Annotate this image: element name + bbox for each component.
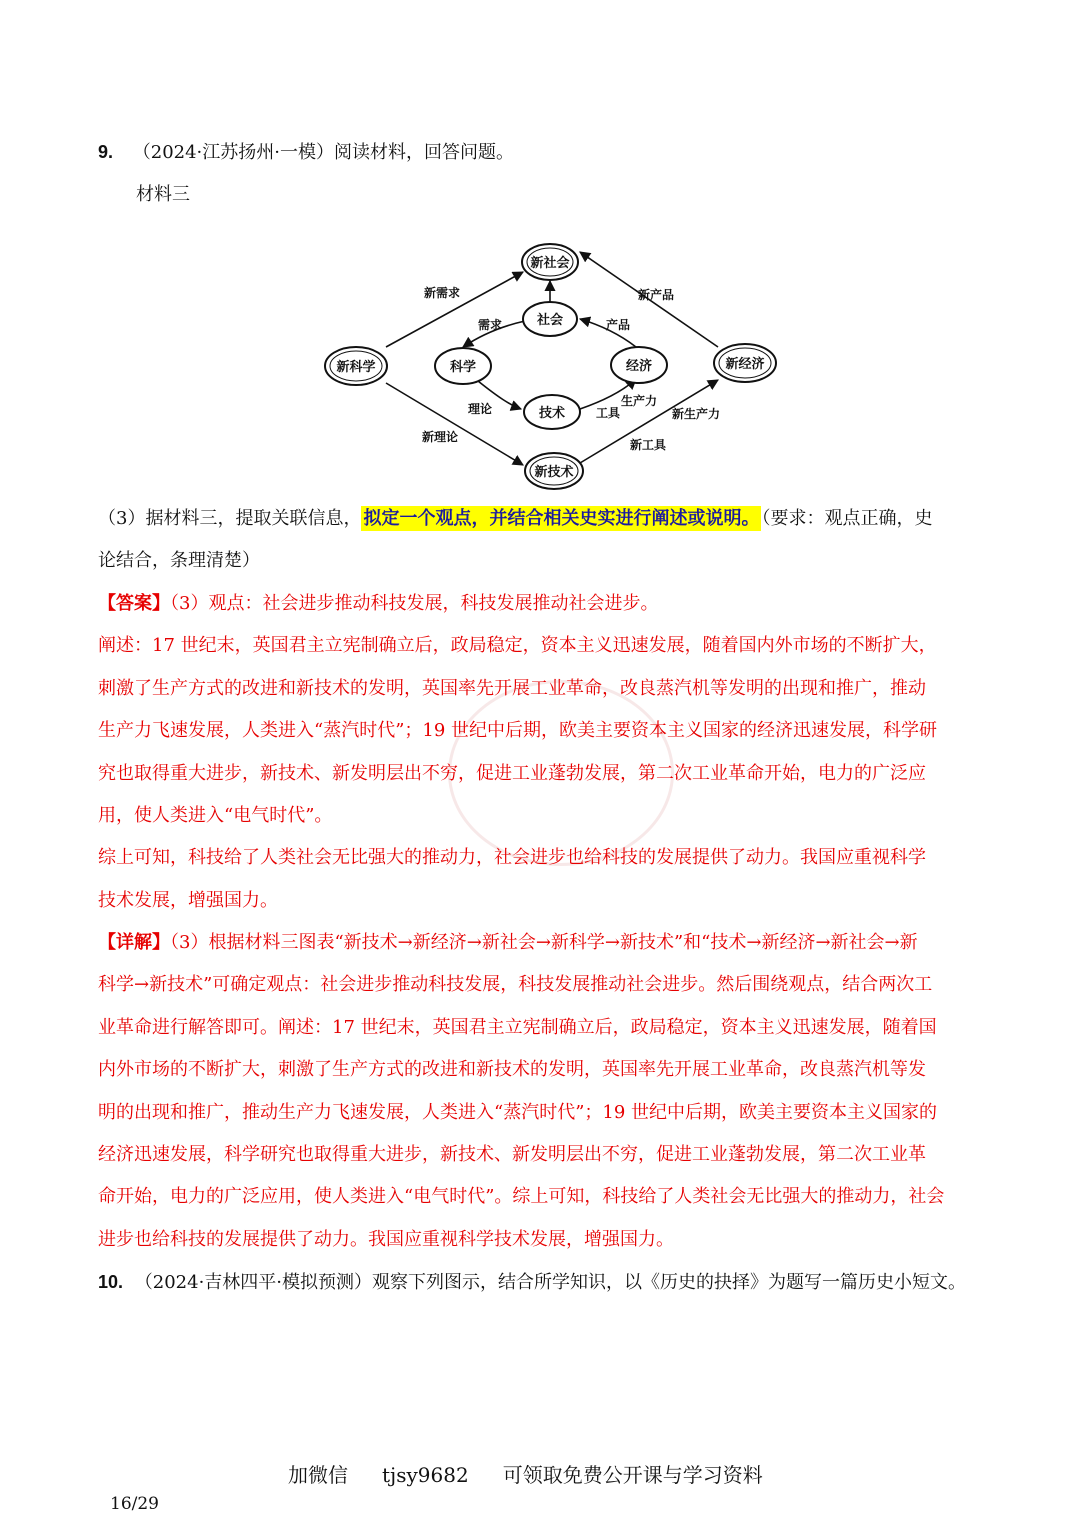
svg-text:经济: 经济: [625, 359, 653, 374]
subquestion-3-line1: [98, 507, 932, 531]
page-number: 16/29: [110, 1494, 159, 1514]
material-label: 材料三: [136, 184, 190, 205]
answer-line-7: 综上可知，科技给了人类社会无比强大的推动力，社会进步也给科技的发展提供了动力。我国应重视科学: [98, 847, 926, 868]
label-productivity: 生产力: [621, 394, 658, 408]
edge-new-science-to-new-society: [386, 272, 523, 347]
answer-label: 【答案】: [98, 593, 170, 614]
svg-text:社会: 社会: [536, 313, 564, 328]
answer-line-6: 用，使人类进入“电气时代”。: [98, 805, 333, 826]
edge-new-science-to-new-technology: [386, 383, 523, 465]
question-number: 9.: [98, 142, 114, 162]
label-new-productivity: 新生产力: [672, 407, 721, 421]
svg-text:新科学: 新科学: [336, 360, 376, 375]
question-9-header: [98, 140, 514, 165]
svg-text:新社会: 新社会: [530, 256, 570, 271]
label-new-tool: 新工具: [630, 438, 667, 452]
answer-line-4: 生产力飞速发展，人类进入“蒸汽时代”；19 世纪中后期，欧美主要资本主义国家的经济迅速发展，科学研: [98, 720, 938, 741]
svg-text:技术: 技术: [538, 406, 566, 421]
answer-line-1: [98, 592, 658, 616]
label-new-demand: 新需求: [424, 286, 461, 300]
svg-text:新技术: 新技术: [534, 465, 574, 480]
node-science: [435, 348, 491, 384]
answer-line-5: 究也取得重大进步，新技术、新发明层出不穷，促进工业蓬勃发展，第二次工业革命开始，电力的广泛应: [98, 763, 926, 784]
svg-text:新经济: 新经济: [725, 357, 765, 372]
node-new-science: [325, 347, 387, 385]
detail-line-1: [98, 931, 918, 955]
detail-text: （3）根据材料三图表“新技术→新经济→新社会→新科学→新技术”和“技术→新经济→新社会→新: [170, 932, 918, 953]
detail-line-4: 内外市场的不断扩大，刺激了生产方式的改进和新技术的发明，英国率先开展工业革命，改良蒸汽机等发: [98, 1059, 926, 1080]
label-new-theory: 新理论: [422, 430, 459, 444]
footer-wechat-id: tjsy9682: [382, 1463, 469, 1487]
label-demand: 需求: [478, 318, 503, 332]
node-society: [523, 302, 577, 336]
label-product: 产品: [606, 318, 631, 332]
question-source: （2024·江苏扬州·一模）阅读材料，回答问题。: [132, 142, 515, 163]
label-new-product: 新产品: [638, 288, 675, 302]
subquestion-suffix: （要求：观点正确，史: [761, 508, 933, 529]
node-new-economy: [714, 344, 776, 382]
detail-line-3: 业革命进行解答即可。阐述：17 世纪末，英国君主立宪制确立后，政局稳定，资本主义迅速发展，随着国: [98, 1017, 937, 1038]
highlighted-instruction: 拟定一个观点，并结合相关史实进行阐述或说明。: [363, 508, 760, 529]
question-text: （2024·吉林四平·模拟预测）观察下列图示，结合所学知识，以《历史的抉择》为题写一篇历史小短文。: [134, 1272, 967, 1293]
node-new-technology: [525, 453, 583, 489]
label-tool: 工具: [596, 406, 621, 420]
subquestion-3-line2: 论结合，条理清楚）: [98, 550, 260, 571]
answer-line-3: 刺激了生产方式的改进和新技术的发明，英国率先开展工业革命，改良蒸汽机等发明的出现和推广，推动: [98, 678, 926, 699]
footer-part-1: 加微信: [288, 1463, 348, 1487]
footer-part-3: 可领取免费公开课与学习资料: [502, 1463, 763, 1487]
node-technology: [524, 395, 580, 429]
science-society-cycle-diagram: [318, 215, 788, 495]
svg-text:科学: 科学: [449, 360, 477, 375]
question-10: [98, 1270, 966, 1295]
node-economy: [611, 347, 667, 383]
footer-promo: [288, 1462, 797, 1488]
label-theory: 理论: [468, 402, 493, 416]
answer-line-8: 技术发展，增强国力。: [98, 890, 278, 911]
node-new-society: [522, 244, 578, 280]
detail-line-5: 明的出现和推广，推动生产力飞速发展，人类进入“蒸汽时代”；19 世纪中后期，欧美主要资本主义国家的: [98, 1102, 938, 1123]
detail-label: 【详解】: [98, 932, 170, 953]
answer-line-2: 阐述：17 世纪末，英国君主立宪制确立后，政局稳定，资本主义迅速发展，随着国内外市场的不断扩大，: [98, 635, 937, 656]
detail-line-8: 进步也给科技的发展提供了动力。我国应重视科学技术发展，增强国力。: [98, 1229, 674, 1250]
question-number: 10.: [98, 1272, 124, 1292]
detail-line-6: 经济迅速发展，科学研究也取得重大进步，新技术、新发明层出不穷，促进工业蓬勃发展，第二次工业革: [98, 1144, 926, 1165]
answer-text: （3）观点：社会进步推动科技发展，科技发展推动社会进步。: [170, 593, 659, 614]
detail-line-2: 科学→新技术”可确定观点：社会进步推动科技发展，科技发展推动社会进步。然后围绕观点，结合两次工: [98, 974, 933, 995]
subquestion-prefix: （3）据材料三，提取关联信息，: [98, 508, 362, 529]
detail-line-7: 命开始，电力的广泛应用，使人类进入“电气时代”。综上可知，科技给了人类社会无比强大的推动力，社会: [98, 1186, 945, 1207]
